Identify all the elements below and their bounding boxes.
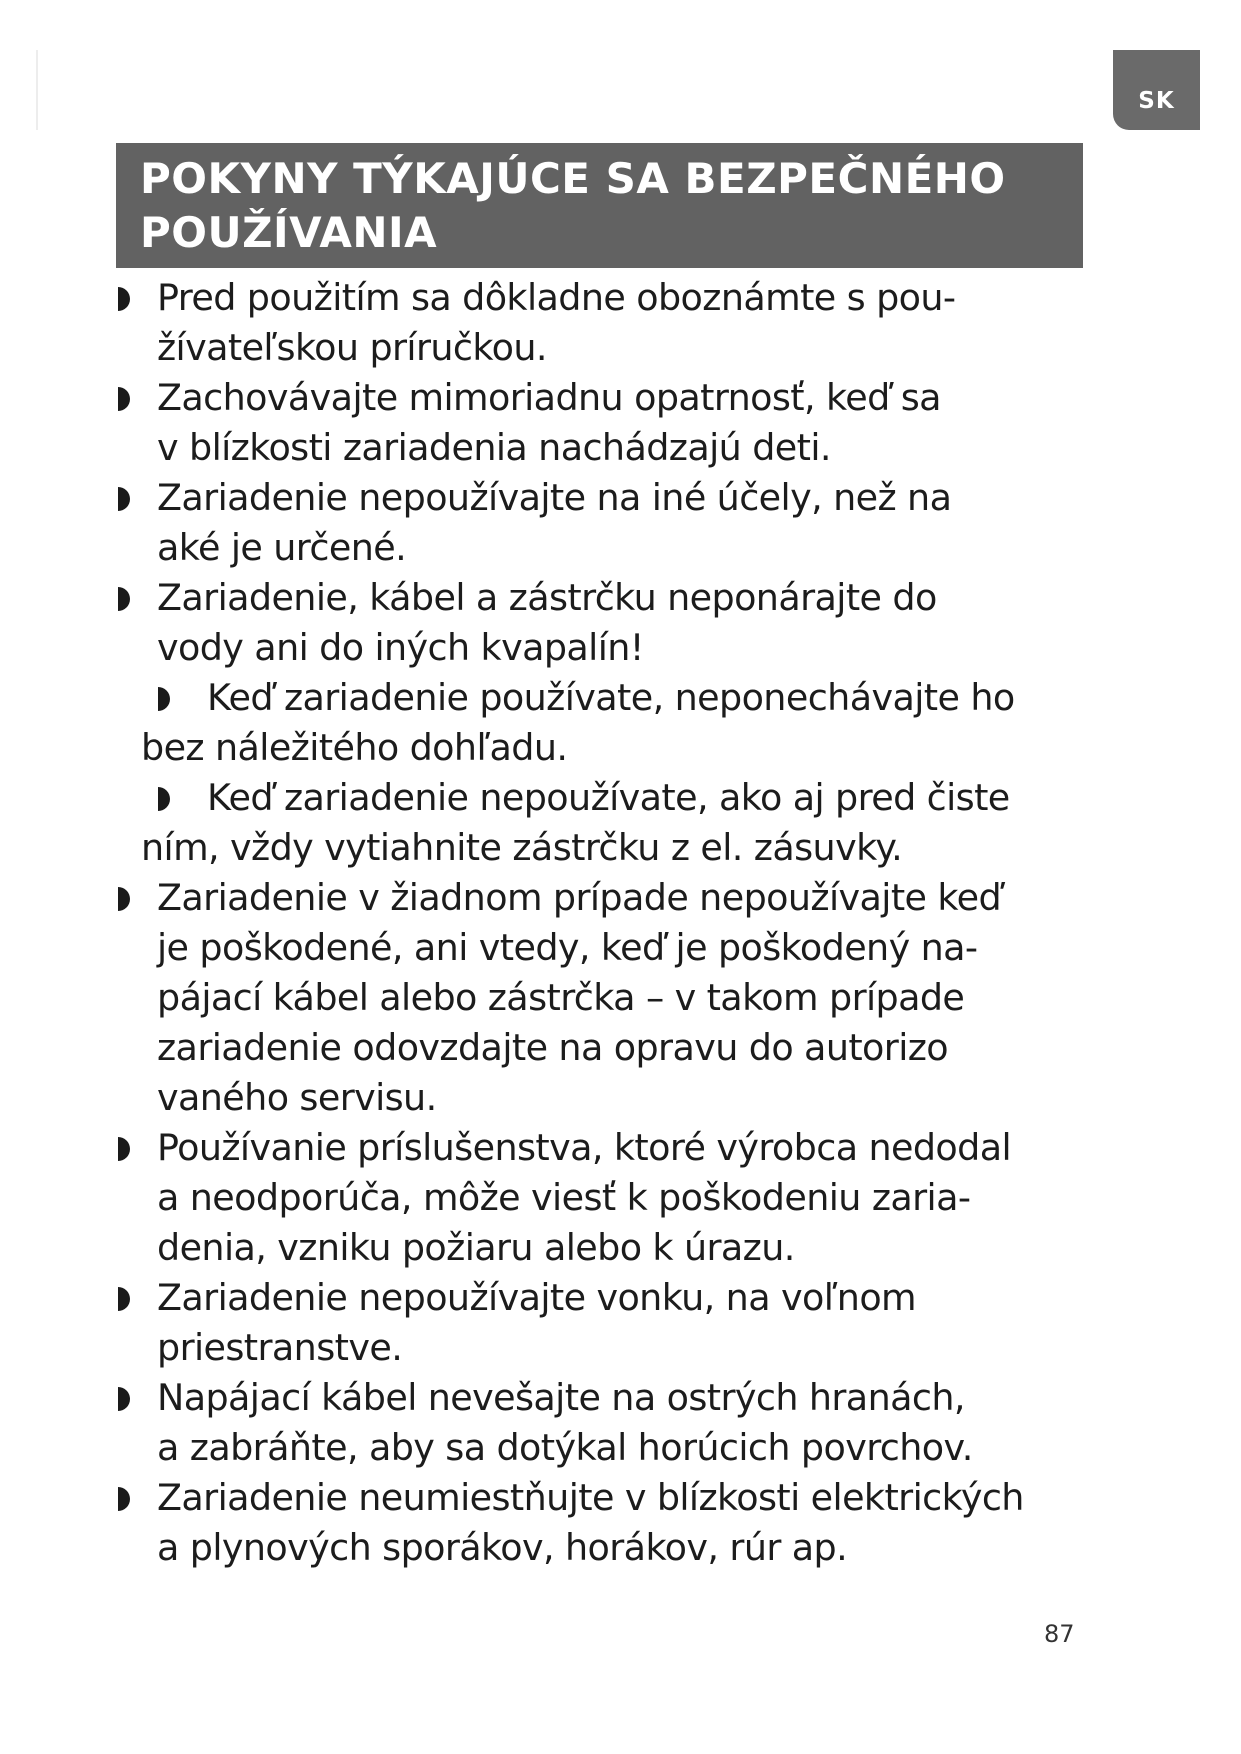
list-item	[114, 473, 1164, 573]
safety-instructions-list	[114, 273, 1164, 1573]
half-circle-bullet-icon	[118, 587, 132, 611]
list-item-text: Zariadenie, kábel a zástrčku neponárajte do vody ani do iných kvapalín!	[157, 576, 937, 669]
list-item	[114, 873, 1164, 1123]
half-circle-bullet-icon	[158, 687, 172, 711]
list-item	[114, 273, 1164, 373]
list-item-text: Keď zariadenie používate, neponechávajte ho bez náležitého dohľadu.	[141, 676, 1015, 769]
list-item	[114, 673, 1164, 773]
list-item	[114, 773, 1164, 873]
list-item-text: Pred použitím sa dôkladne oboznámte s pou- žívateľskou príručkou.	[157, 276, 956, 369]
half-circle-bullet-icon	[118, 1137, 132, 1161]
page-number: 87	[1044, 1620, 1075, 1648]
half-circle-bullet-icon	[118, 1387, 132, 1411]
language-tab-label: SK	[1138, 88, 1175, 114]
list-item	[114, 1123, 1164, 1273]
list-item-text: Zariadenie nepoužívajte vonku, na voľnom priestranstve.	[157, 1276, 917, 1369]
list-item-text: Napájací kábel nevešajte na ostrých hranách, a zabráňte, aby sa dotýkal horúcich povrchov.	[157, 1376, 973, 1469]
section-title-banner	[116, 143, 1083, 268]
section-title	[140, 152, 1006, 260]
list-item-text: Zariadenie nepoužívajte na iné účely, než na aké je určené.	[157, 476, 952, 569]
list-item	[114, 373, 1164, 473]
list-item-text: Keď zariadenie nepoužívate, ako aj pred čiste ním, vždy vytiahnite zástrčku z el. zásuvky.	[141, 776, 1010, 869]
half-circle-bullet-icon	[118, 1487, 132, 1511]
half-circle-bullet-icon	[118, 287, 132, 311]
list-item-text: Zariadenie v žiadnom prípade nepoužívajte keď je poškodené, ani vtedy, keď je poškodený na- pájací kábel alebo zástrčka – v takom prípade zariadenie odovzdajte na opravu do autorizo vaného servisu.	[157, 876, 1002, 1119]
list-item	[114, 1273, 1164, 1373]
language-tab	[1113, 50, 1200, 130]
half-circle-bullet-icon	[118, 1287, 132, 1311]
list-item	[114, 1373, 1164, 1473]
list-item-text: Zariadenie neumiestňujte v blízkosti elektrických a plynových sporákov, horákov, rúr ap.	[157, 1476, 1024, 1569]
list-item	[114, 573, 1164, 673]
half-circle-bullet-icon	[118, 887, 132, 911]
half-circle-bullet-icon	[158, 787, 172, 811]
list-item-text: Používanie príslušenstva, ktoré výrobca nedodal a neodporúča, môže viesť k poškodeniu zaria- denia, vzniku požiaru alebo k úrazu.	[157, 1126, 1012, 1269]
section-title-line-1: POKYNY TÝKAJÚCE SA BEZPEČNÉHO	[140, 153, 1006, 203]
half-circle-bullet-icon	[118, 487, 132, 511]
list-item	[114, 1473, 1164, 1573]
half-circle-bullet-icon	[118, 387, 132, 411]
list-item-text: Zachovávajte mimoriadnu opatrnosť, keď sa v blízkosti zariadenia nachádzajú deti.	[157, 376, 941, 469]
margin-rule	[36, 50, 38, 130]
section-title-line-2: POUŽÍVANIA	[140, 207, 438, 257]
